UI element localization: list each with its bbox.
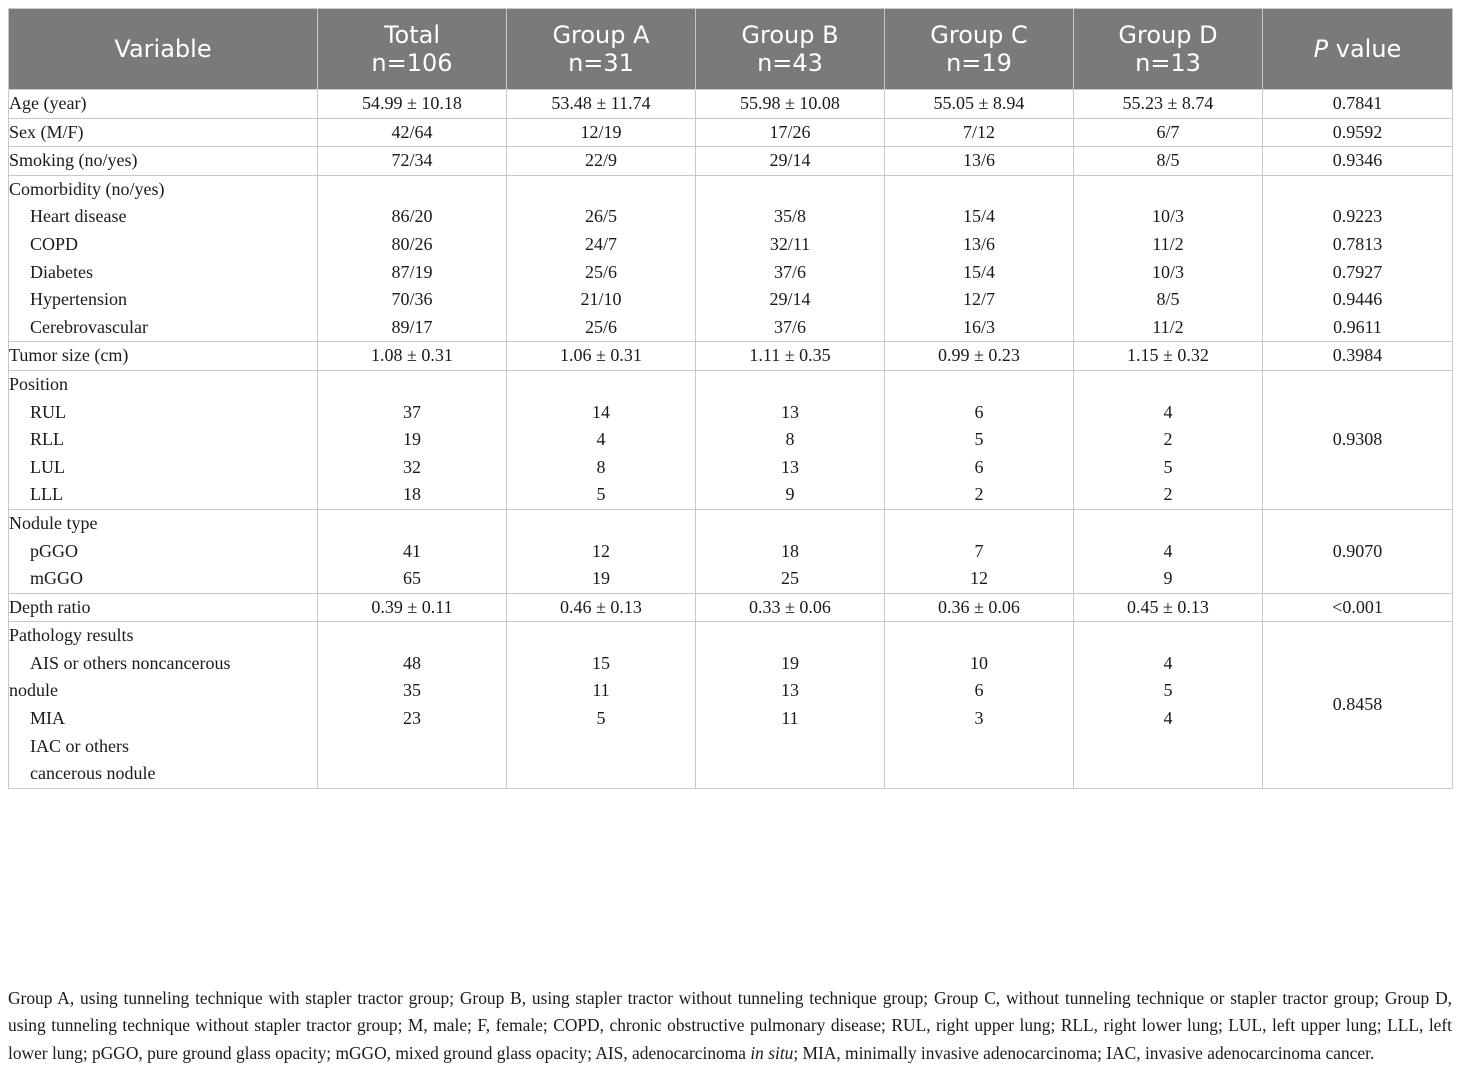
- cell-value: 35/8 32/11 37/6 29/14 37/6: [696, 175, 885, 342]
- row-label: Sex (M/F): [9, 118, 318, 147]
- cell-value: 0.45 ± 0.13: [1074, 593, 1263, 622]
- header-group-d: Group D n=13: [1074, 9, 1263, 90]
- cell-p-value: 0.9308: [1263, 370, 1453, 509]
- table-header-row: [9, 9, 1453, 90]
- cell-value: 8/5: [1074, 147, 1263, 176]
- cell-value: 55.98 ± 10.08: [696, 90, 885, 119]
- cell-value: 18 25: [696, 509, 885, 593]
- cell-value: 26/5 24/7 25/6 21/10 25/6: [507, 175, 696, 342]
- header-p-value: P value: [1263, 9, 1453, 90]
- cell-value: 1.11 ± 0.35: [696, 342, 885, 371]
- cell-value: 1.15 ± 0.32: [1074, 342, 1263, 371]
- cell-value: 7/12: [885, 118, 1074, 147]
- row-label: Comorbidity (no/yes) Heart disease COPD Diabetes Hypertension Cerebrovascular: [9, 175, 318, 342]
- cell-p-value: 0.3984: [1263, 342, 1453, 371]
- cell-value: 55.23 ± 8.74: [1074, 90, 1263, 119]
- cell-value: 0.36 ± 0.06: [885, 593, 1074, 622]
- header-variable: Variable: [9, 9, 318, 90]
- cell-value: 72/34: [318, 147, 507, 176]
- cell-value: 53.48 ± 11.74: [507, 90, 696, 119]
- cell-value: 13 8 13 9: [696, 370, 885, 509]
- cell-p-value: 0.8458: [1263, 622, 1453, 789]
- row-label: Position RUL RLL LUL LLL: [9, 370, 318, 509]
- cell-value: 0.46 ± 0.13: [507, 593, 696, 622]
- cell-value: 12/19: [507, 118, 696, 147]
- cell-value: 6/7: [1074, 118, 1263, 147]
- header-group-c: Group C n=19: [885, 9, 1074, 90]
- cell-value: 0.39 ± 0.11: [318, 593, 507, 622]
- cell-value: 12 19: [507, 509, 696, 593]
- cell-value: 41 65: [318, 509, 507, 593]
- cell-value: 4 2 5 2: [1074, 370, 1263, 509]
- cell-value: 6 5 6 2: [885, 370, 1074, 509]
- cell-value: 10/3 11/2 10/3 8/5 11/2: [1074, 175, 1263, 342]
- row-label: Depth ratio: [9, 593, 318, 622]
- cell-p-value: <0.001: [1263, 593, 1453, 622]
- cell-value: 55.05 ± 8.94: [885, 90, 1074, 119]
- table-row: [9, 90, 1453, 119]
- row-label: Nodule type pGGO mGGO: [9, 509, 318, 593]
- table-row: [9, 342, 1453, 371]
- cell-value: 0.99 ± 0.23: [885, 342, 1074, 371]
- cell-p-value: 0.7841: [1263, 90, 1453, 119]
- table-footnote: Group A, using tunneling technique with stapler tractor group; Group B, using stapler tractor without tunneling technique group; Group C, without tunneling technique or stapler tractor group; Group D, using tunneling technique without stapler tractor group; M, male; F, female; COPD, chronic obstructive pulmonary disease; RUL, right upper lung; RLL, right lower lung; LUL, left upper lung; LLL, left lower lung; pGGO, pure ground glass opacity; mGGO, mixed ground glass opacity; AIS, adenocarcinoma in situ; MIA, minimally invasive adenocarcinoma; IAC, invasive adenocarcinoma cancer.: [8, 988, 1452, 1063]
- cell-value: 4 9: [1074, 509, 1263, 593]
- table-row: [9, 147, 1453, 176]
- table-row: [9, 509, 1453, 593]
- header-group-b: Group B n=43: [696, 9, 885, 90]
- cell-value: 17/26: [696, 118, 885, 147]
- cell-p-value: 0.9592: [1263, 118, 1453, 147]
- cell-p-value: 0.9346: [1263, 147, 1453, 176]
- header-group-a: Group A n=31: [507, 9, 696, 90]
- cell-value: 13/6: [885, 147, 1074, 176]
- cell-value: 15/4 13/6 15/4 12/7 16/3: [885, 175, 1074, 342]
- cell-value: 37 19 32 18: [318, 370, 507, 509]
- header-total: Total n=106: [318, 9, 507, 90]
- cell-value: 4 5 4: [1074, 622, 1263, 789]
- cell-value: 86/20 80/26 87/19 70/36 89/17: [318, 175, 507, 342]
- row-label: Smoking (no/yes): [9, 147, 318, 176]
- table-row: [9, 175, 1453, 342]
- row-label: Pathology results AIS or others noncancerous nodule MIA IAC or others cancerous nodule: [9, 622, 318, 789]
- row-label: Age (year): [9, 90, 318, 119]
- cell-value: 1.08 ± 0.31: [318, 342, 507, 371]
- cell-value: 22/9: [507, 147, 696, 176]
- cell-value: 0.33 ± 0.06: [696, 593, 885, 622]
- cell-value: 10 6 3: [885, 622, 1074, 789]
- cell-p-value: 0.9070: [1263, 509, 1453, 593]
- cell-value: 14 4 8 5: [507, 370, 696, 509]
- cell-value: 48 35 23: [318, 622, 507, 789]
- table-row: [9, 593, 1453, 622]
- cell-value: 29/14: [696, 147, 885, 176]
- cell-value: 15 11 5: [507, 622, 696, 789]
- cell-value: 1.06 ± 0.31: [507, 342, 696, 371]
- cell-value: 19 13 11: [696, 622, 885, 789]
- table-row: [9, 622, 1453, 789]
- row-label: Tumor size (cm): [9, 342, 318, 371]
- cell-value: 42/64: [318, 118, 507, 147]
- cell-value: 7 12: [885, 509, 1074, 593]
- cell-p-value: 0.9223 0.7813 0.7927 0.9446 0.9611: [1263, 175, 1453, 342]
- baseline-characteristics-table: [8, 8, 1453, 789]
- table-row: [9, 118, 1453, 147]
- cell-value: 54.99 ± 10.18: [318, 90, 507, 119]
- table-row: [9, 370, 1453, 509]
